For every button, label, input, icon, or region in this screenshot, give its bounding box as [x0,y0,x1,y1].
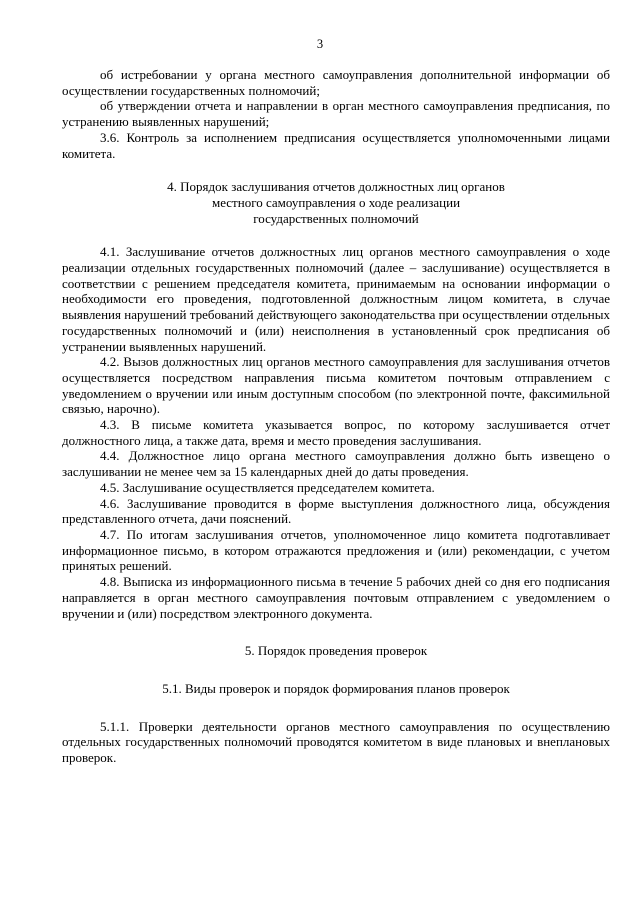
paragraph-approve-report: об утверждении отчета и направлении в орган местного самоуправления предписания, по устранению выявленных нарушений; [62,98,610,130]
paragraph-4-7: 4.7. По итогам заслушивания отчетов, уполномоченное лицо комитета подготавливает информационное письмо, в котором отражаются предложения и (или) рекомендации, с учетом принятых решений. [62,526,610,574]
section-5-heading: 5. Порядок проведения проверок [244,643,428,659]
page-number: 3 [316,37,324,51]
paragraph-request-info: об истребовании у органа местного самоуправления дополнительной информации об осуществлении государственных полномочий; [62,67,610,98]
section-4-heading [62,179,610,226]
paragraph-4-3: 4.3. В письме комитета указывается вопрос, по которому заслушивается отчет должностного лица, а также дата, время и место проведения заслушивания. [62,417,610,448]
paragraph-4-8: 4.8. Выписка из информационного письма в течение 5 рабочих дней со дня его подписания направляется в орган местного самоуправления почтовым отправлением с уведомлением о вручении и (или) посредством электронного документа. [62,574,610,621]
paragraph-4-1: 4.1. Заслушивание отчетов должностных лиц органов местного самоуправления о ходе реализации отдельных государственных полномочий (далее – заслушивание) осуществляется в соответствии с решением председателя комитета, принимаемым на основании информации о необходимости его проведения, подготовленной должностным лицом комитета, в случае выявления нарушений требований действующего законодательства при осуществлении отдельных государственных полномочий и (или) неисполнения в установленный срок предписания об устранении выявленных нарушений. [62,244,610,354]
section-5-1-heading: 5.1. Виды проверок и порядок формирования планов проверок [162,680,510,696]
paragraph-4-2: 4.2. Вызов должностных лиц органов местного самоуправления для заслушивания отчетов осуществляется посредством направления письма комитетом почтовым отправлением с уведомлением о вручении или иным доступным способом (по электронной почте, факсимильной связью, нарочно). [62,354,610,417]
paragraph-3-6: 3.6. Контроль за исполнением предписания осуществляется уполномоченными лицами комитета. [62,129,610,161]
section-4-heading-line-1: 4. Порядок заслушивания отчетов должностных лиц органов [167,179,505,195]
paragraph-4-5: 4.5. Заслушивание осуществляется председателем комитета. [100,479,435,495]
document-body [62,67,610,766]
paragraph-5-1-1: 5.1.1. Проверки деятельности органов местного самоуправления по осуществлению отдельных государственных полномочий проводятся комитетом в виде плановых и внеплановых проверок. [62,718,610,766]
section-4-body [62,244,610,621]
paragraph-4-6: 4.6. Заслушивание проводится в форме выступления должностного лица, обсуждения представленного отчета, дачи пояснений. [62,495,610,527]
section-4-heading-line-3: государственных полномочий [253,210,419,226]
paragraph-4-4: 4.4. Должностное лицо органа местного самоуправления должно быть извещено о заслушивании не менее чем за 15 календарных дней до даты проведения. [62,448,610,480]
section-4-heading-line-2: местного самоуправления о ходе реализации [211,194,461,210]
section-5-body [62,719,610,766]
